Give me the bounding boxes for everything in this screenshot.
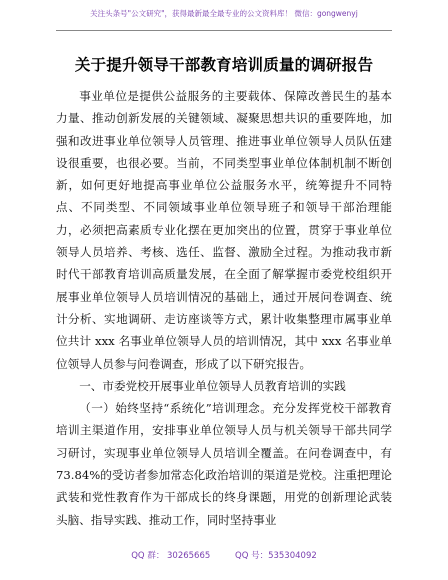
header-banner: 关注头条号"公文研究"，获得最新最全最专业的公文资料库！ 微信：gongwenyj — [90, 9, 358, 18]
section-heading: 一、市委党校开展事业单位领导人员教育培训的实践 — [79, 378, 346, 393]
document-body — [56, 85, 392, 531]
intro-paragraph: 事业单位是提供公益服务的主要载体、保障改善民生的基本力量、推动创新发展的关键领域、凝聚思想共识的重要阵地，加强和改进事业单位领导人员管理、推进事业单位领导人员队伍建设很重要，也很必要。当前，不同类型事业单位体制机制不断创新，如何更好地提高事业单位公益服务水平，统筹提升不同特点、不同类型、不同领域事业单位领导班子和领导干部治理能力，必须把高素质专业化摆在更加突出的位置，贯穿于事业单位领导人员培养、考核、选任、监督、激励全过程。为推动我市新时代干部教育培训高质量发展，在全面了解掌握市委党校组织开展事业单位领导人员培训情况的基础上，通过开展问卷调查、统计分析、实地调研、走访座谈等方式，累计收集整理市属事业单位共计 xxx 名事业单位领导人员的培训情况，其中 xxx 名事业单位领导人员参与问卷调查，形成了以下研究报告。 — [56, 89, 392, 371]
footer-qq-contact: QQ 号：535304092 — [235, 551, 317, 561]
footer — [0, 549, 448, 561]
footer-qq-group: QQ 群： 30265665 — [131, 551, 211, 561]
subsection-paragraph: （一）始终坚持“系统化”培训理念。充分发挥党校干部教育培训主渠道作用，安排事业单位领导人员与机关领导干部共同学习研讨，实现事业单位领导人员培训全覆盖。在问卷调查中，有 73.84%的受访者参加常态化政治培训的渠道是党校。注重把理论武装和党性教育作为干部成长的终身课题，用党的创新理论武装头脑、指导实践、推动工作，同时坚持事业 — [56, 401, 392, 527]
header-divider — [56, 30, 392, 31]
document-title: 关于提升领导干部教育培训质量的调研报告 — [74, 56, 374, 74]
